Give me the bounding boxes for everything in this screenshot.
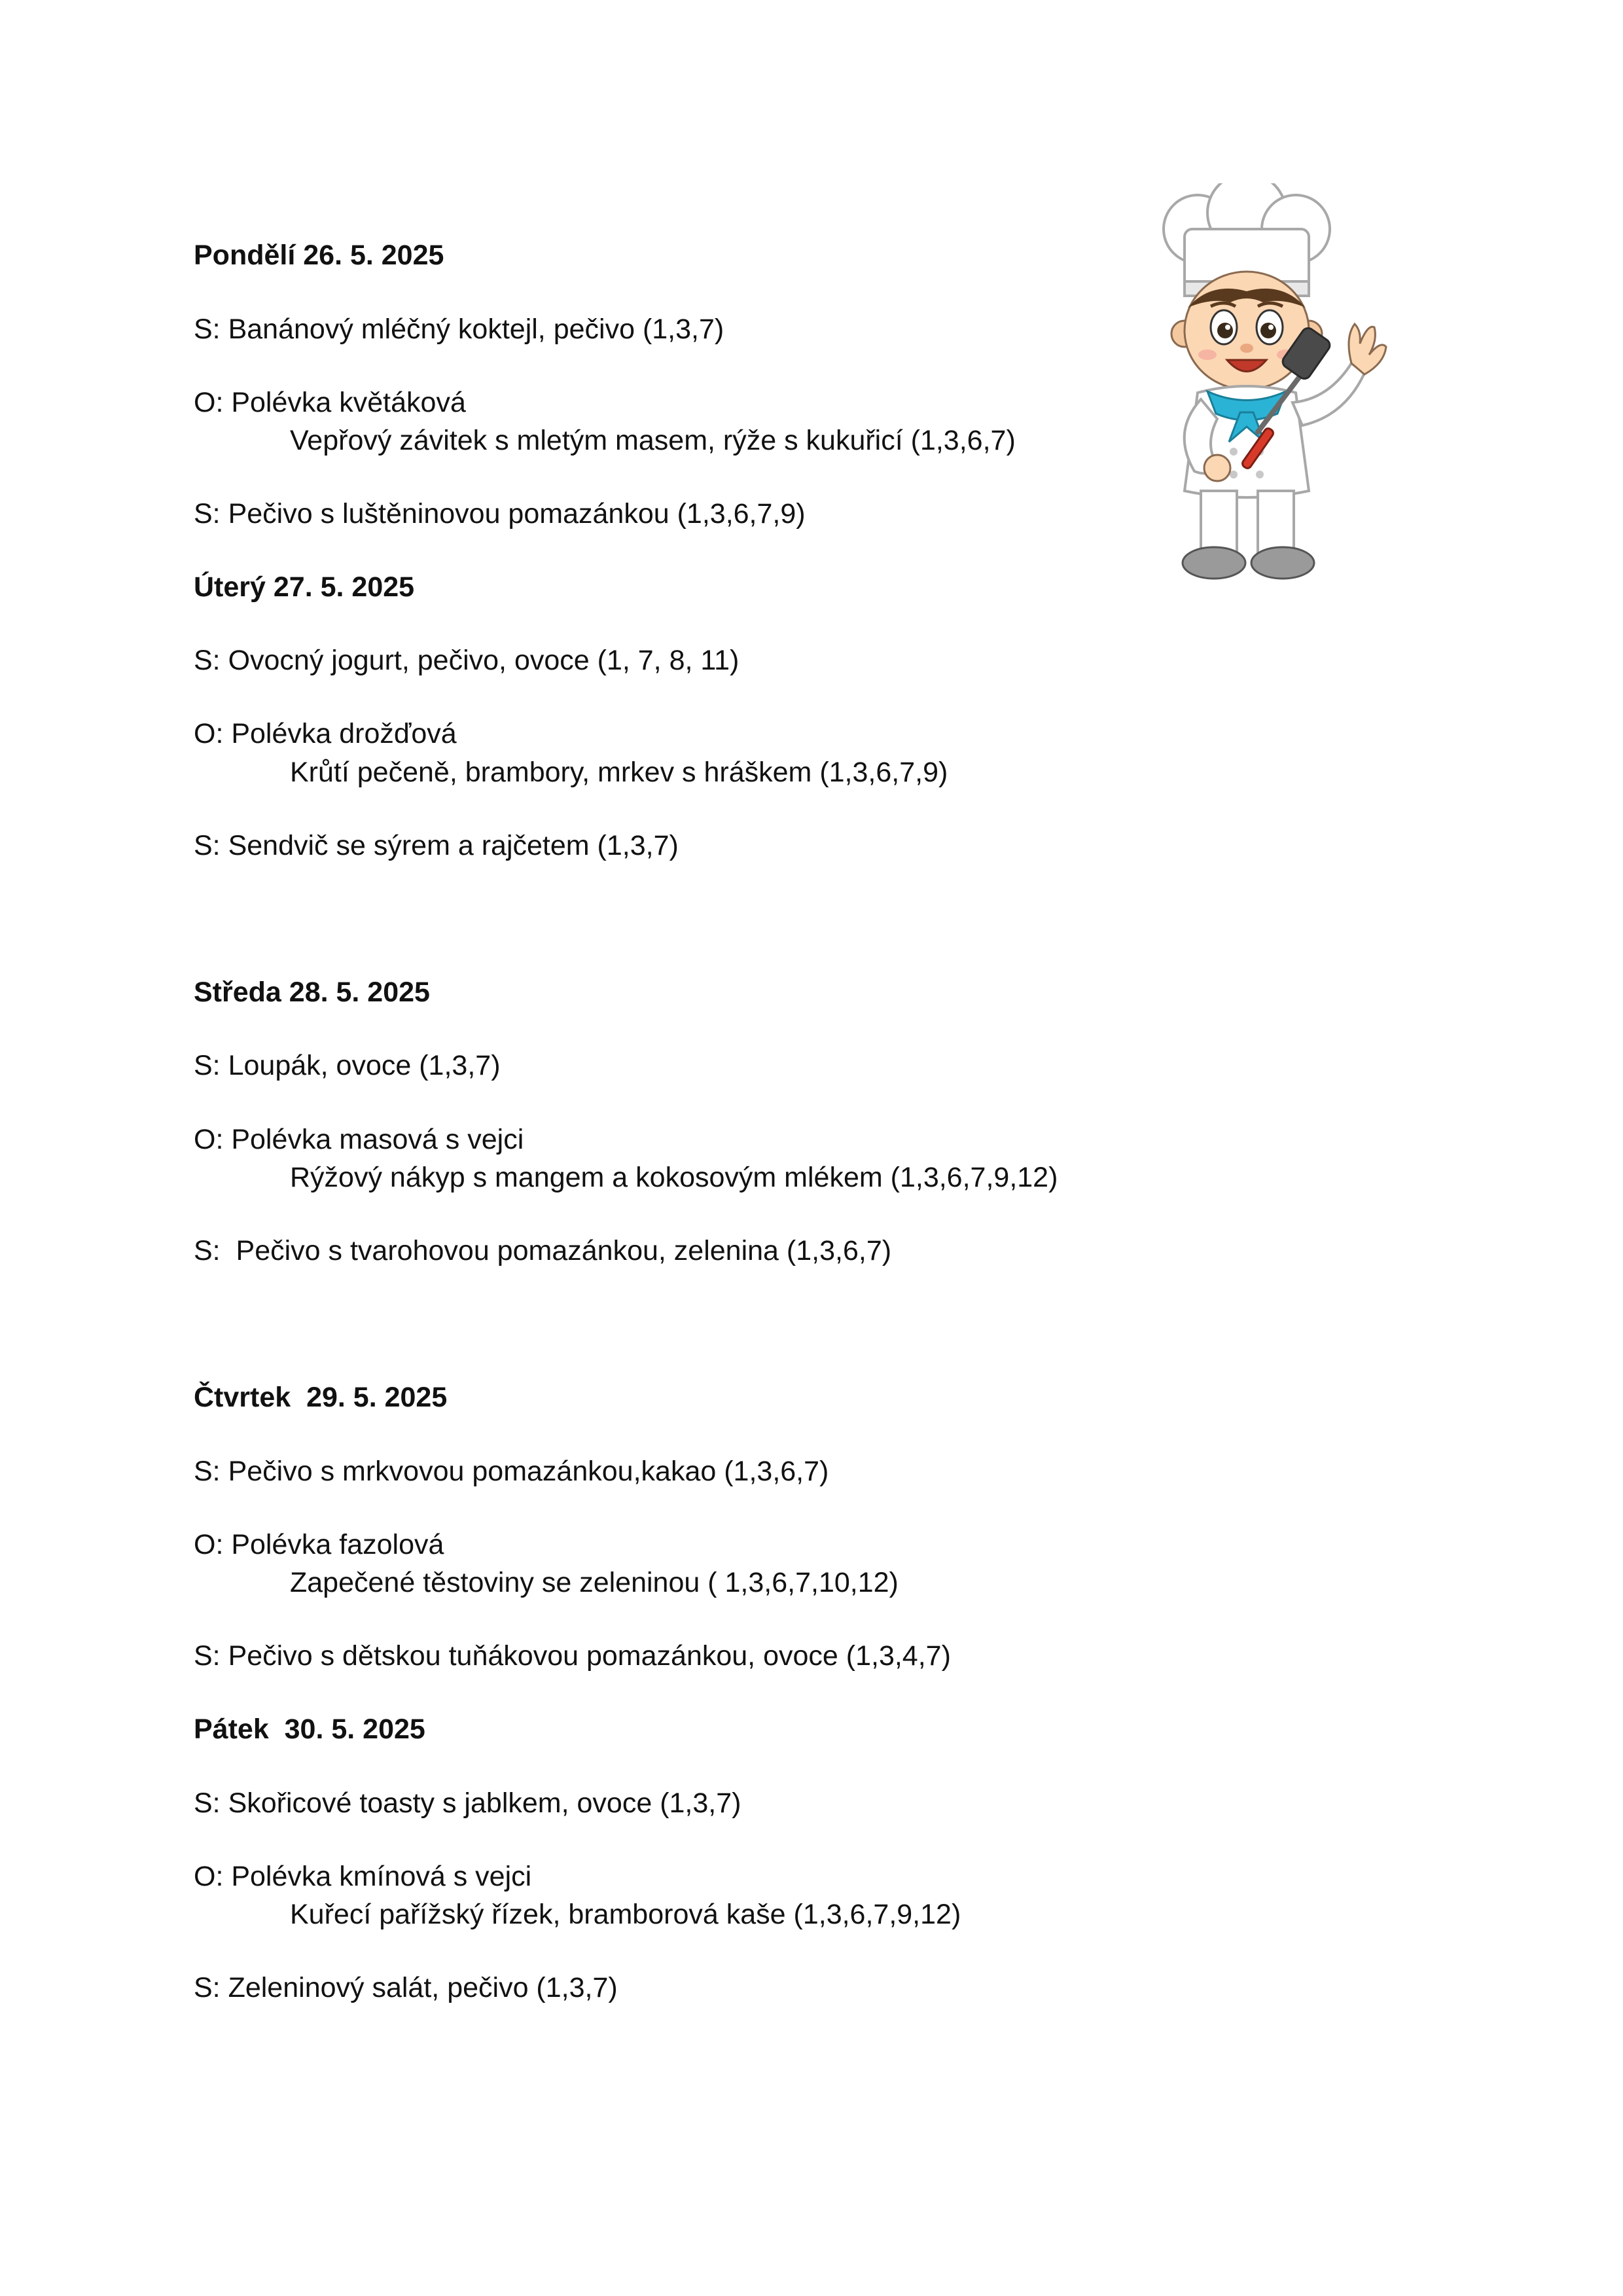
snack-afternoon-friday: S: Zeleninový salát, pečivo (1,3,7)	[194, 1972, 618, 2003]
lunch-soup-monday: O: Polévka květáková	[194, 387, 466, 418]
day-title-wednesday: Středa 28. 5. 2025	[194, 977, 430, 1008]
lunch-soup-thursday: O: Polévka fazolová	[194, 1529, 444, 1560]
day-title-tuesday: Úterý 27. 5. 2025	[194, 571, 415, 603]
lunch-main-wednesday: Rýžový nákyp s mangem a kokosovým mlékem (1,3,6,7,9,12)	[290, 1162, 1058, 1193]
day-title-thursday: Čtvrtek 29. 5. 2025	[194, 1382, 448, 1413]
snack-morning-monday: S: Banánový mléčný koktejl, pečivo (1,3,7)	[194, 314, 724, 345]
lunch-soup-tuesday: O: Polévka drožďová	[194, 718, 457, 749]
lunch-soup-wednesday: O: Polévka masová s vejci	[194, 1124, 524, 1155]
lunch-main-tuesday: Krůtí pečeně, brambory, mrkev s hráškem (1,3,6,7,9)	[290, 757, 948, 788]
chef-cook-icon	[1086, 183, 1453, 589]
snack-morning-wednesday: S: Loupák, ovoce (1,3,7)	[194, 1050, 501, 1081]
lunch-soup-friday: O: Polévka kmínová s vejci	[194, 1861, 532, 1892]
lunch-main-thursday: Zapečené těstoviny se zeleninou ( 1,3,6,7,10,12)	[290, 1567, 899, 1598]
snack-morning-friday: S: Skořicové toasty s jablkem, ovoce (1,3,7)	[194, 1787, 741, 1819]
snack-morning-tuesday: S: Ovocný jogurt, pečivo, ovoce (1, 7, 8, 11)	[194, 645, 740, 676]
day-title-monday: Pondělí 26. 5. 2025	[194, 240, 444, 271]
snack-afternoon-monday: S: Pečivo s luštěninovou pomazánkou (1,3,6,7,9)	[194, 498, 806, 529]
snack-morning-thursday: S: Pečivo s mrkvovou pomazánkou,kakao (1,3,6,7)	[194, 1456, 829, 1487]
lunch-main-friday: Kuřecí pařížský řízek, bramborová kaše (1,3,6,7,9,12)	[290, 1899, 961, 1930]
snack-afternoon-tuesday: S: Sendvič se sýrem a rajčetem (1,3,7)	[194, 830, 679, 861]
snack-afternoon-thursday: S: Pečivo s dětskou tuňákovou pomazánkou, ovoce (1,3,4,7)	[194, 1640, 951, 1672]
day-title-friday: Pátek 30. 5. 2025	[194, 1713, 425, 1745]
snack-afternoon-wednesday: S: Pečivo s tvarohovou pomazánkou, zelenina (1,3,6,7)	[194, 1235, 892, 1266]
lunch-main-monday: Vepřový závitek s mletým masem, rýže s kukuřicí (1,3,6,7)	[290, 425, 1016, 456]
